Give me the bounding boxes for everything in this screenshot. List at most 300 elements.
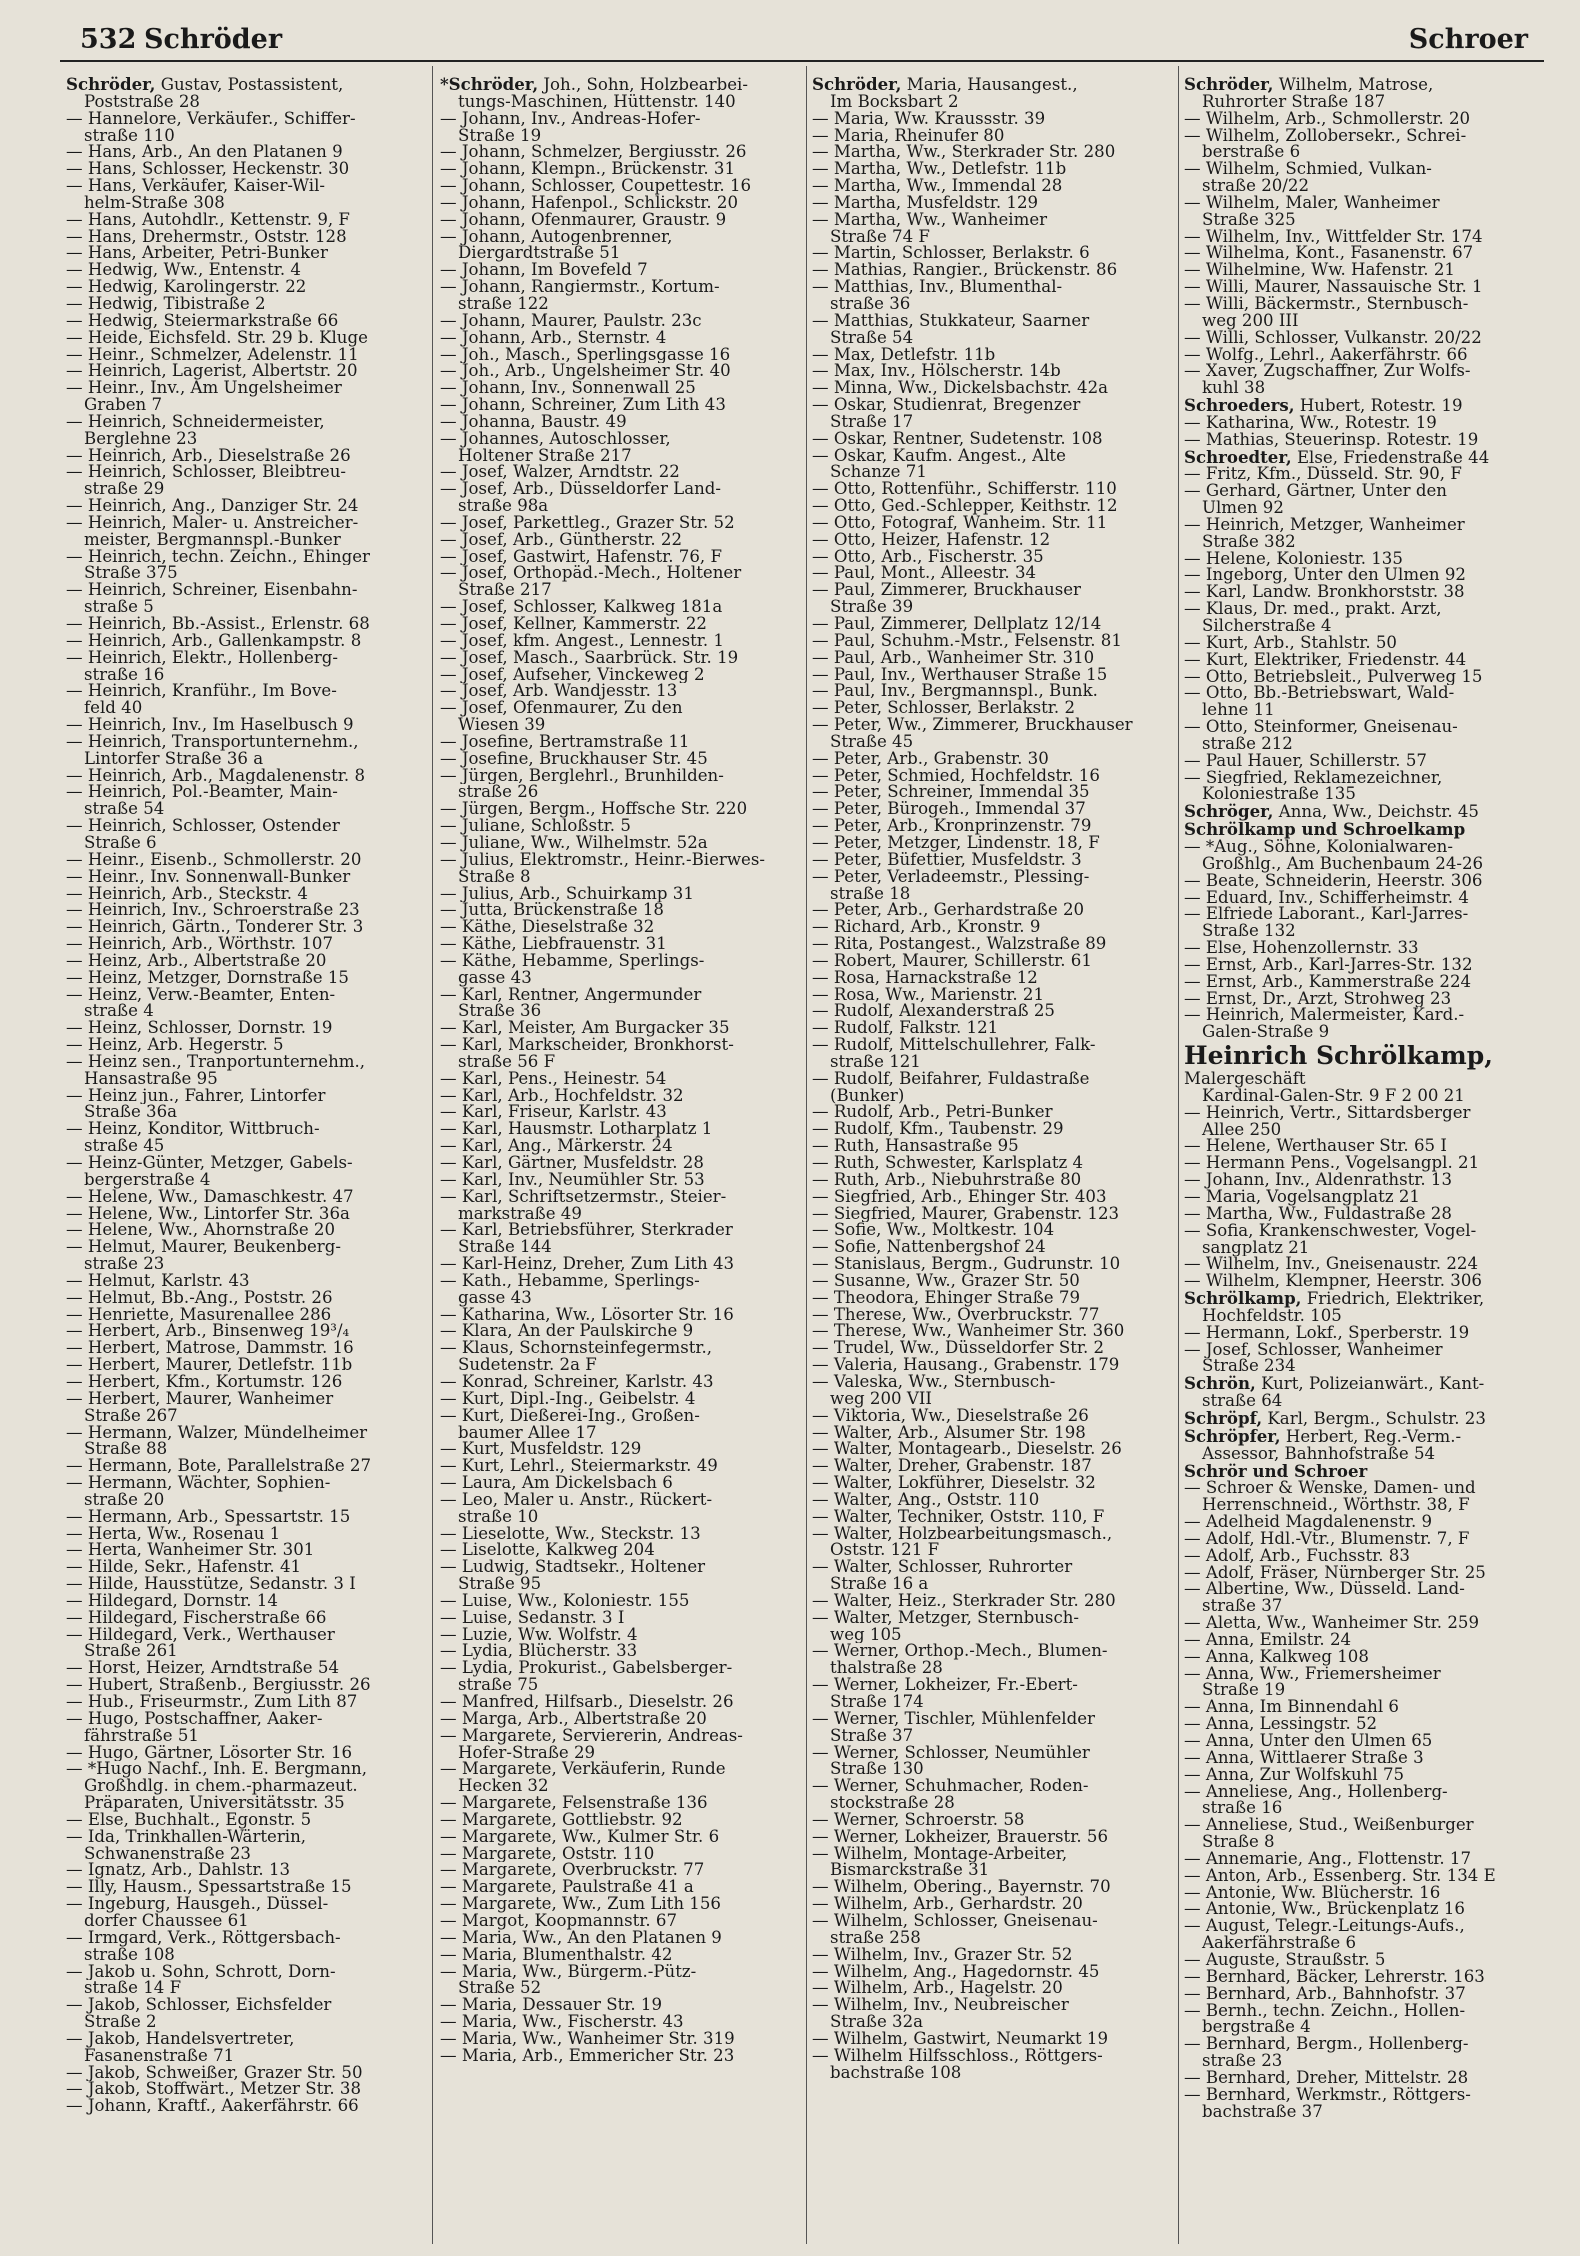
entry-line: — Bernhard, Werkmstr., Röttgers- xyxy=(1184,2086,1471,2104)
directory-entry xyxy=(1184,1375,1546,1410)
directory-entry xyxy=(440,195,804,212)
directory-entry xyxy=(440,1222,804,1256)
entry-line: straße 122 xyxy=(458,295,549,313)
entry-line: — Anna, Emilstr. 24 xyxy=(1184,1631,1352,1649)
directory-entry xyxy=(440,464,804,481)
entry-line: — Lieselotte, Ww., Steckstr. 13 xyxy=(440,1525,701,1543)
directory-entry xyxy=(440,683,804,700)
directory-entry xyxy=(440,599,804,616)
directory-entry xyxy=(66,161,422,178)
entry-line: — Werner, Tischler, Mühlenfelder xyxy=(812,1710,1095,1728)
entry-line: thalstraße 28 xyxy=(830,1660,943,1678)
entry-line: — Mathias, Steuerinsp. Rotestr. 19 xyxy=(1184,431,1479,449)
directory-entry xyxy=(1184,2036,1546,2070)
directory-entry xyxy=(440,414,804,431)
entry-line: — Jakob u. Sohn, Schrott, Dorn- xyxy=(66,1963,336,1981)
entry-line: Straße 54 xyxy=(830,329,914,347)
entry-line: — Heinrich, Kranführ., Im Bove- xyxy=(66,683,337,701)
entry-line: weg 105 xyxy=(830,1626,902,1644)
entry-line: — Heinrich, Ang., Danziger Str. 24 xyxy=(66,498,359,515)
directory-entry xyxy=(440,1812,804,1829)
entry-line: straße 23 xyxy=(1202,2053,1283,2070)
directory-entry xyxy=(1184,1223,1546,1257)
directory-entry xyxy=(812,2048,1176,2082)
entry-line: Schwanenstraße 23 xyxy=(84,1845,251,1863)
directory-entry xyxy=(812,1559,1176,1593)
directory-entry xyxy=(440,262,804,279)
directory-entry xyxy=(440,1323,804,1340)
directory-entry xyxy=(440,1189,804,1223)
entry-line: — Walter, Lokführer, Dieselstr. 32 xyxy=(812,1475,1096,1492)
directory-entry xyxy=(440,178,804,195)
entry-line: Ulmen 92 xyxy=(1202,500,1284,517)
entry-line: — Wilhelm, Arb., Gerhardstr. 20 xyxy=(812,1896,1083,1913)
directory-entry xyxy=(66,1694,422,1711)
directory-entry xyxy=(1184,262,1546,279)
directory-entry xyxy=(1184,279,1546,296)
directory-entry xyxy=(66,296,422,313)
directory-entry xyxy=(440,1256,804,1273)
directory-entry xyxy=(812,768,1176,785)
directory-entry xyxy=(812,1273,1176,1290)
entry-line: — Karl, Inv., Neumühler Str. 53 xyxy=(440,1171,705,1189)
directory-entry xyxy=(66,1812,422,1829)
entry-line: — Valeria, Hausang., Grabenstr. 179 xyxy=(812,1357,1120,1374)
entry-line: — Wilhelm, Zollobersekr., Schrei- xyxy=(1184,127,1467,145)
page-number: 532 xyxy=(80,24,137,55)
entry-line: Assessor, Bahnhofstraße 54 xyxy=(1202,1445,1436,1463)
entry-line: — Johann, Maurer, Paulstr. 23c xyxy=(440,312,702,330)
directory-entry xyxy=(440,1627,804,1644)
directory-entry xyxy=(440,1643,804,1660)
entry-line: — Hugo, Gärtner, Lösorter Str. 16 xyxy=(66,1744,353,1762)
entry-line: straße 29 xyxy=(84,481,165,499)
entry-line: — Anna, Unter den Ulmen 65 xyxy=(1184,1733,1433,1750)
entry-line: — Gerhard, Gärtner, Unter den xyxy=(1184,483,1447,501)
directory-entry xyxy=(812,1020,1176,1037)
column-divider xyxy=(806,66,807,2244)
entry-line: Straße 95 xyxy=(458,1576,542,1593)
entry-line: — Margarete, Verkäuferin, Runde xyxy=(440,1761,726,1779)
directory-entry xyxy=(812,195,1176,212)
directory-entry xyxy=(1184,906,1546,940)
entry-line: — Wilhelm, Obering., Bayernstr. 70 xyxy=(812,1879,1111,1897)
entry-line: — Rosa, Harnackstraße 12 xyxy=(812,969,1038,987)
directory-entry xyxy=(66,1290,422,1307)
directory-entry xyxy=(812,1896,1176,1913)
entry-line: Straße 132 xyxy=(1202,923,1296,941)
entry-line: — Annemarie, Ang., Flottenstr. 17 xyxy=(1184,1850,1472,1868)
entry-line: Straße 17 xyxy=(830,413,914,431)
entry-line: tungs-Maschinen, Hüttenstr. 140 xyxy=(458,93,736,111)
directory-entry xyxy=(440,919,804,936)
directory-entry xyxy=(440,886,804,903)
entry-line: — Werner, Orthop.-Mech., Blumen- xyxy=(812,1643,1108,1661)
directory-entry xyxy=(66,683,422,717)
directory-entry xyxy=(1184,432,1546,449)
directory-entry xyxy=(440,76,804,111)
directory-entry xyxy=(812,245,1176,262)
directory-entry xyxy=(66,229,422,246)
directory-entry xyxy=(66,347,422,364)
directory-entry xyxy=(1184,1817,1546,1851)
entry-line: Fasanenstraße 71 xyxy=(84,2047,235,2065)
directory-entry xyxy=(440,1441,804,1458)
entry-line: — Heinz, Metzger, Dornstraße 15 xyxy=(66,969,349,987)
entry-line: — Hedwig, Ww., Entenstr. 4 xyxy=(66,262,301,280)
entry-line: — Jakob, Stoffwärt., Metzer Str. 38 xyxy=(66,2081,362,2099)
entry-line: — Anton, Arb., Essenberg. Str. 134 E xyxy=(1184,1867,1496,1885)
column-3 xyxy=(812,76,1176,2244)
directory-entry xyxy=(812,1340,1176,1357)
entry-line: — Theodora, Ehinger Straße 79 xyxy=(812,1289,1081,1307)
entry-line: — Kurt, Arb., Stahlstr. 50 xyxy=(1184,634,1397,652)
directory-entry xyxy=(440,902,804,919)
entry-line: — Matthias, Stukkateur, Saarner xyxy=(812,312,1090,330)
entry-line: Straße 8 xyxy=(458,868,531,886)
directory-entry xyxy=(66,1964,422,1998)
column-1 xyxy=(66,76,422,2244)
entry-line: *Schröder, Joh., Sohn, Holzbearbei- xyxy=(440,76,748,94)
directory-entry xyxy=(440,734,804,751)
entry-line: Allee 250 xyxy=(1202,1121,1282,1139)
entry-line: bachstraße 37 xyxy=(1202,2103,1323,2121)
surname: Schrör und Schroer xyxy=(1184,1462,1368,1481)
entry-line: straße 212 xyxy=(1202,735,1293,753)
directory-entry xyxy=(812,262,1176,279)
directory-entry xyxy=(66,498,422,515)
entry-line: — Helene, Werthauser Str. 65 I xyxy=(1184,1138,1447,1156)
directory-entry xyxy=(66,212,422,229)
directory-entry xyxy=(440,1374,804,1391)
column-2 xyxy=(440,76,804,2244)
entry-line: straße 4 xyxy=(84,1003,154,1021)
directory-entry xyxy=(1184,1325,1546,1342)
directory-entry xyxy=(66,2081,422,2098)
entry-line: — Ingeburg, Hausgeh., Düssel- xyxy=(66,1896,329,1913)
directory-entry xyxy=(66,734,422,768)
directory-entry xyxy=(440,347,804,364)
directory-entry xyxy=(812,869,1176,903)
column-4 xyxy=(1184,76,1546,2244)
entry-line: — Otto, Bb.-Betriebswart, Wald- xyxy=(1184,685,1455,703)
entry-line: straße 110 xyxy=(84,127,175,145)
directory-entry xyxy=(1184,1615,1546,1632)
directory-entry xyxy=(66,363,422,380)
directory-entry xyxy=(440,1896,804,1913)
directory-entry xyxy=(1184,719,1546,753)
entry-line: — Herbert, Maurer, Detlefstr. 11b xyxy=(66,1357,353,1374)
entry-line: Straße 45 xyxy=(830,733,914,751)
entry-line: — Willi, Schlosser, Vulkanstr. 20/22 xyxy=(1184,329,1482,347)
entry-line: — Peter, Büfettier, Musfeldstr. 3 xyxy=(812,851,1082,869)
entry-line: — Jakob, Schweißer, Grazer Str. 50 xyxy=(66,2064,363,2082)
directory-entry xyxy=(812,1239,1176,1256)
entry-line: — Johann, Schreiner, Zum Lith 43 xyxy=(440,397,726,414)
entry-line: Straße 144 xyxy=(458,1239,552,1257)
entry-line: — Klaus, Schornsteinfegermstr., xyxy=(440,1340,713,1358)
directory-entry xyxy=(812,919,1176,936)
directory-entry xyxy=(812,633,1176,650)
directory-entry xyxy=(1184,803,1546,821)
directory-entry xyxy=(440,667,804,684)
entry-line: — Karl, Betriebsführer, Sterkrader xyxy=(440,1222,733,1240)
directory-entry xyxy=(66,1189,422,1206)
directory-entry xyxy=(812,936,1176,953)
directory-entry xyxy=(1184,76,1546,111)
entry-line: Straße 19 xyxy=(1202,1682,1286,1700)
directory-entry xyxy=(66,1610,422,1627)
entry-line: — Helene, Ww., Ahornstraße 20 xyxy=(66,1222,336,1240)
directory-entry xyxy=(1184,839,1546,873)
entry-line: — Oskar, Studienrat, Bregenzer xyxy=(812,397,1081,414)
entry-line: Straße 52 xyxy=(458,1980,542,1998)
directory-entry xyxy=(66,1206,422,1223)
entry-line: — Wilhelm, Inv., Neubreischer xyxy=(812,1997,1069,2015)
entry-line: — Leo, Maler u. Anstr., Rückert- xyxy=(440,1491,713,1509)
entry-line: — Peter, Metzger, Lindenstr. 18, F xyxy=(812,834,1100,852)
directory-entry xyxy=(66,650,422,684)
entry-line: — Johann, Klempn., Brückenstr. 31 xyxy=(440,161,736,179)
directory-entry xyxy=(66,245,422,262)
entry-line: — Herbert, Arb., Binsenweg 19³/₄ xyxy=(66,1323,350,1341)
directory-entry xyxy=(440,1542,804,1559)
directory-entry xyxy=(440,1761,804,1795)
entry-line: — Josef, Arb. Wandjesstr. 13 xyxy=(440,683,678,701)
entry-line: — Heinrich, Inv., Im Haselbusch 9 xyxy=(66,717,354,734)
entry-line: Straße 37 xyxy=(830,1727,914,1745)
directory-entry xyxy=(1184,1463,1546,1481)
directory-entry xyxy=(440,1947,804,1964)
entry-line: berstraße 6 xyxy=(1202,144,1301,162)
directory-entry xyxy=(1184,466,1546,483)
entry-line: — Johann, Rangiermstr., Kortum- xyxy=(440,279,720,296)
directory-entry xyxy=(1184,974,1546,991)
entry-line: — Auguste, Straußstr. 5 xyxy=(1184,1951,1386,1969)
entry-line: Hansastraße 95 xyxy=(84,1070,218,1088)
surname: *Schröder, xyxy=(440,76,539,94)
entry-line: Straße 39 xyxy=(830,599,914,616)
directory-entry xyxy=(812,1964,1176,1981)
entry-line: Straße 16 a xyxy=(830,1576,929,1593)
directory-entry xyxy=(1184,1868,1546,1885)
entry-line: — Ruth, Arb., Niebuhrstraße 80 xyxy=(812,1171,1082,1189)
entry-line: feld 40 xyxy=(84,700,143,718)
entry-line: — Werner, Schlosser, Neumühler xyxy=(812,1744,1090,1762)
entry-line: — Luzie, Ww. Wolfstr. 4 xyxy=(440,1626,638,1644)
entry-line: — Peter, Bürogeh., Immendal 37 xyxy=(812,801,1086,819)
entry-line: — Josefine, Bertramstraße 11 xyxy=(440,733,690,751)
entry-line: — Anna, Ww., Friemersheimer xyxy=(1184,1665,1441,1683)
entry-line: — Heinr., Schmelzer, Adelenstr. 11 xyxy=(66,346,359,364)
entry-line: — Josef, Ofenmaurer, Zu den xyxy=(440,700,683,718)
entry-line: — Josef, kfm. Angest., Lennestr. 1 xyxy=(440,632,724,650)
entry-line: — Joh., Masch., Sperlingsgasse 16 xyxy=(440,346,731,364)
directory-entry xyxy=(1184,890,1546,907)
entry-line: — Otto, Steinformer, Gneisenau- xyxy=(1184,719,1458,736)
entry-line: Straße 174 xyxy=(830,1694,924,1711)
entry-line: — Wilhelmine, Ww. Hafenstr. 21 xyxy=(1184,262,1455,280)
directory-entry xyxy=(66,178,422,212)
entry-line: Schröpfer, Herbert, Reg.-Verm.- xyxy=(1184,1427,1462,1446)
entry-line: gasse 43 xyxy=(458,1289,532,1307)
entry-line: — Heinrich, Schneidermeister, xyxy=(66,413,325,431)
directory-entry xyxy=(440,1307,804,1324)
directory-entry xyxy=(440,1408,804,1442)
entry-line: — Martha, Ww., Fuldastraße 28 xyxy=(1184,1205,1452,1223)
entry-line: — Walter, Heiz., Sterkrader Str. 280 xyxy=(812,1592,1116,1610)
directory-entry xyxy=(66,380,422,414)
directory-entry xyxy=(812,818,1176,835)
entry-line: weg 200 III xyxy=(1202,312,1299,330)
entry-line: straße 20 xyxy=(84,1491,165,1509)
directory-entry xyxy=(66,1627,422,1661)
directory-entry xyxy=(812,1441,1176,1458)
entry-line: Oststr. 121 F xyxy=(830,1542,940,1560)
directory-entry xyxy=(440,1610,804,1627)
entry-line: — Anna, Kalkweg 108 xyxy=(1184,1648,1369,1666)
entry-line: — Helene, Koloniestr. 135 xyxy=(1184,550,1403,568)
entry-line: — Lydia, Blücherstr. 33 xyxy=(440,1643,638,1661)
surname: Schroeders, xyxy=(1184,397,1295,415)
entry-line: — Käthe, Hebamme, Sperlings- xyxy=(440,952,705,970)
entry-line: Graben 7 xyxy=(84,397,163,414)
directory-entry xyxy=(440,1846,804,1863)
entry-line: Schröder, Gustav, Postassistent, xyxy=(66,76,344,94)
entry-line: — Maria, Arb., Emmericher Str. 23 xyxy=(440,2047,735,2065)
directory-entry xyxy=(66,1576,422,1593)
entry-line: — Werner, Schroerstr. 58 xyxy=(812,1811,1025,1829)
entry-line: — Maria, Dessauer Str. 19 xyxy=(440,1997,663,2015)
entry-line: — Siegfried, Maurer, Grabenstr. 123 xyxy=(812,1205,1120,1223)
entry-line: — Wilhelm, Maler, Wanheimer xyxy=(1184,194,1440,212)
entry-line: — Walter, Holzbearbeitungsmasch., xyxy=(812,1525,1113,1543)
surname: Schrön, xyxy=(1184,1375,1256,1394)
directory-entry xyxy=(1184,635,1546,652)
entry-line: — Hans, Schlosser, Heckenstr. 30 xyxy=(66,161,350,179)
entry-line: — Johann, Schlosser, Coupettestr. 16 xyxy=(440,178,752,195)
directory-entry xyxy=(440,1172,804,1189)
entry-line: Lintorfer Straße 36 a xyxy=(84,750,264,768)
entry-line: — Otto, Fotograf, Wanheim. Str. 11 xyxy=(812,514,1108,532)
directory-entry xyxy=(812,1526,1176,1560)
directory-entry xyxy=(812,498,1176,515)
entry-line: straße 108 xyxy=(84,1946,175,1964)
directory-entry xyxy=(66,448,422,465)
entry-line: — Manfred, Hilfsarb., Dieselstr. 26 xyxy=(440,1694,734,1711)
directory-entry xyxy=(1184,2070,1546,2087)
directory-entry xyxy=(1184,1256,1546,1273)
entry-line: — Kurt, Dießerei-Ing., Großen- xyxy=(440,1407,700,1425)
directory-entry xyxy=(66,784,422,818)
directory-entry xyxy=(1184,1750,1546,1767)
entry-line: Straße 325 xyxy=(1202,211,1296,229)
entry-line: — Maria, Blumenthalstr. 42 xyxy=(440,1946,673,1964)
entry-line: — Heinrich, Metzger, Wanheimer xyxy=(1184,516,1465,534)
entry-line: — Horst, Heizer, Arndtstraße 54 xyxy=(66,1660,340,1678)
entry-line: — Adolf, Fräser, Nürnberger Str. 25 xyxy=(1184,1564,1486,1582)
directory-entry xyxy=(440,2048,804,2065)
entry-line: Holtener Straße 217 xyxy=(458,447,632,465)
directory-entry xyxy=(812,852,1176,869)
entry-line: dorfer Chaussee 61 xyxy=(84,1912,249,1930)
entry-line: — Heinr., Eisenb., Schmollerstr. 20 xyxy=(66,851,362,869)
directory-entry xyxy=(812,1980,1176,1997)
directory-entry xyxy=(1184,1649,1546,1666)
entry-line: — Ruth, Schwester, Karlsplatz 4 xyxy=(812,1155,1084,1172)
entry-line: baumer Allee 17 xyxy=(458,1424,597,1442)
entry-line: Wiesen 39 xyxy=(458,717,546,734)
directory-entry xyxy=(66,1357,422,1374)
directory-entry xyxy=(812,1509,1176,1526)
directory-entry xyxy=(1184,1565,1546,1582)
entry-line: — Max, Inv., Hölscherstr. 14b xyxy=(812,363,1061,381)
entry-line: — Bernhard, Bergm., Hollenberg- xyxy=(1184,2036,1469,2054)
directory-entry xyxy=(812,1104,1176,1121)
directory-entry xyxy=(812,1593,1176,1610)
entry-line: — Wilhelm, Gastwirt, Neumarkt 19 xyxy=(812,2030,1109,2048)
directory-entry xyxy=(66,1761,422,1812)
entry-line: straße 45 xyxy=(84,1138,165,1155)
directory-entry xyxy=(1184,567,1546,584)
entry-line: — Rita, Postangest., Walzstraße 89 xyxy=(812,936,1107,953)
directory-entry xyxy=(66,1323,422,1340)
entry-line: — Henriette, Masurenallee 286 xyxy=(66,1306,332,1324)
entry-line: straße 56 F xyxy=(458,1053,556,1071)
directory-entry xyxy=(812,1172,1176,1189)
entry-line: — Otto, Heizer, Hafenstr. 12 xyxy=(812,531,1051,549)
entry-line: — Josef, Schlosser, Kalkweg 181a xyxy=(440,599,723,616)
entry-line: — Hermann, Arb., Spessartstr. 15 xyxy=(66,1508,351,1526)
entry-line: Koloniestraße 135 xyxy=(1202,786,1356,804)
directory-entry xyxy=(66,1930,422,1964)
directory-entry xyxy=(1184,330,1546,347)
entry-line: — Johann, Kraftf., Aakerfährstr. 66 xyxy=(66,2098,359,2116)
directory-entry xyxy=(66,852,422,869)
directory-entry xyxy=(812,144,1176,161)
entry-line: — Heinrich, techn. Zeichn., Ehinger xyxy=(66,548,370,566)
directory-entry xyxy=(66,936,422,953)
directory-entry xyxy=(440,987,804,1021)
directory-entry xyxy=(812,1037,1176,1071)
entry-line: — Heinrich, Arb., Dieselstraße 26 xyxy=(66,447,351,465)
directory-entry xyxy=(66,1475,422,1509)
entry-line: — *Hugo Nachf., Inh. E. Bergmann, xyxy=(66,1761,367,1779)
entry-line: stockstraße 28 xyxy=(830,1795,955,1812)
directory-entry xyxy=(440,768,804,802)
entry-line: straße 10 xyxy=(458,1508,539,1526)
directory-entry xyxy=(1184,296,1546,330)
directory-entry xyxy=(66,515,422,549)
entry-line: — Wilhelma, Kont., Fasanenstr. 67 xyxy=(1184,245,1474,263)
directory-entry xyxy=(440,1492,804,1526)
entry-line: — Heinrich, Malermeister, Kard.- xyxy=(1184,1007,1465,1025)
entry-line: — Karl, Schriftsetzermstr., Steier- xyxy=(440,1188,727,1206)
directory-entry xyxy=(812,970,1176,987)
entry-line: — Hannelore, Verkäufer., Schiffer- xyxy=(66,110,356,128)
directory-entry xyxy=(812,313,1176,347)
directory-entry xyxy=(1184,397,1546,415)
entry-line: — Paul, Mont., Alleestr. 34 xyxy=(812,565,1037,583)
entry-line: gasse 43 xyxy=(458,969,532,987)
entry-line: — Maria, Ww., An den Platanen 9 xyxy=(440,1929,722,1947)
directory-entry xyxy=(440,751,804,768)
entry-line: — Juliane, Schloßstr. 5 xyxy=(440,818,631,835)
entry-line: — Heinz jun., Fahrer, Lintorfer xyxy=(66,1087,326,1105)
directory-entry xyxy=(1184,449,1546,467)
directory-entry xyxy=(440,1559,804,1593)
entry-line: — Wilhelm, Inv., Gneisenaustr. 224 xyxy=(1184,1256,1479,1274)
